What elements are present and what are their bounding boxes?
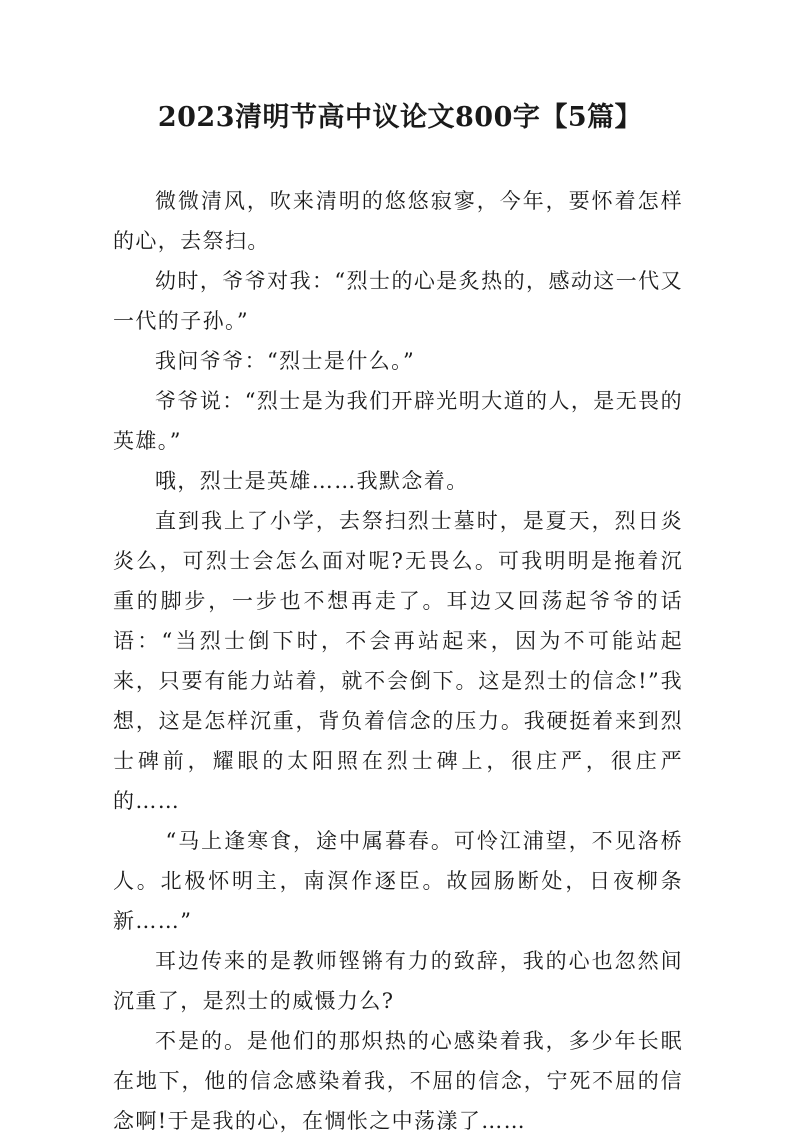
- paragraph: 我问爷爷：“烈士是什么。”: [155, 349, 416, 373]
- paragraph: 幼时，爷爷对我：“烈士的心是炙热的，感动这一代又一代的子孙。”: [113, 269, 683, 333]
- paragraph: 不是的。是他们的那炽热的心感染着我，多少年长眠在地下，他的信念感染着我，不屈的信念，宁死不屈的信念啊!于是我的心，在惆怅之中荡漾了……: [113, 1029, 683, 1133]
- paragraph: 哦，烈士是英雄……我默念着。: [155, 469, 469, 493]
- document-title: 2023清明节高中议论文800字【5篇】: [157, 102, 643, 133]
- paragraph: 微微清风，吹来清明的悠悠寂寥，今年，要怀着怎样的心，去祭扫。: [113, 189, 683, 253]
- paragraph: 耳边传来的是教师铿锵有力的致辞，我的心也忽然间沉重了，是烈士的威慑力么?: [113, 949, 683, 1013]
- paragraph: 直到我上了小学，去祭扫烈士墓时，是夏天，烈日炎炎么，可烈士会怎么面对呢?无畏么。可我明明是拖着沉重的脚步，一步也不想再走了。耳边又回荡起爷爷的话语：“当烈士倒下时，不会再站起来，因为不可能站起来，只要有能力站着，就不会倒下。这是烈士的信念!”我想，这是怎样沉重，背负着信念的压力。我硬挺着来到烈士碑前，耀眼的太阳照在烈士碑上，很庄严，很庄严的……: [113, 509, 683, 813]
- document-body: [113, 181, 683, 1141]
- poem-quote-paragraph: “马上逢寒食，途中属暮春。可怜江浦望，不见洛桥人。北极怀明主，南溟作逐臣。故园肠断处，日夜柳条新……”: [113, 829, 683, 933]
- paragraph: 爷爷说：“烈士是为我们开辟光明大道的人，是无畏的英雄。”: [113, 389, 683, 453]
